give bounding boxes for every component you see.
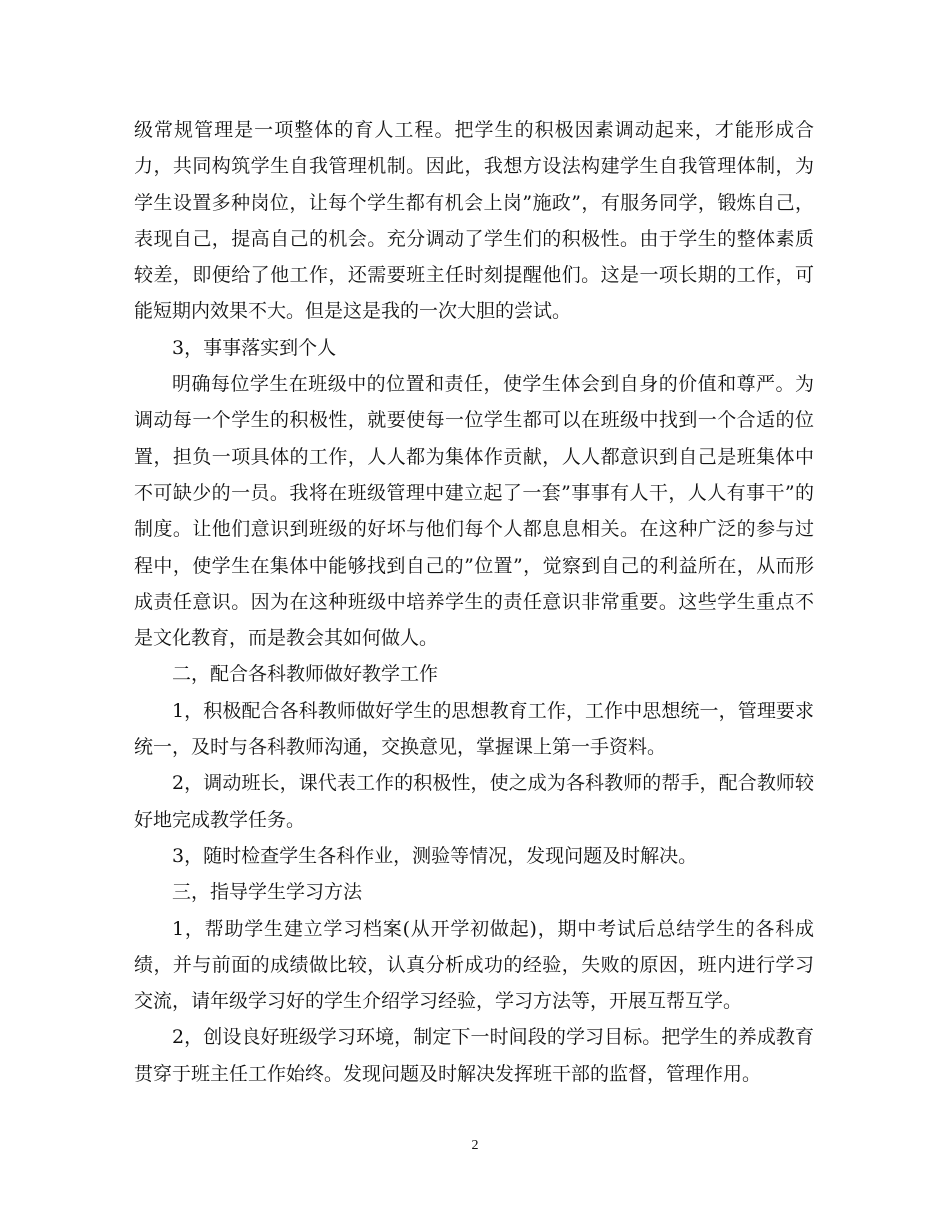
section-heading-2: 二，配合各科教师做好教学工作 [172,663,439,686]
list-item-4: 1，帮助学生建立学习档案(从开学初做起)，期中考试后总结学生的各科成绩，并与前面的成绩做比较，认真分析成功的经验，失败的原因，班内进行学习交流，请年级学习好的学生介绍学习经验，学习方法等，开展互帮互学。 [134,917,814,1013]
list-item-5: 2，创设良好班级学习环境，制定下一时间段的学习目标。把学生的养成教育贯穿于班主任工作始终。发现问题及时解决发挥班干部的监督，管理作用。 [134,1026,814,1085]
heading-item-3: 3，事事落实到个人 [172,336,337,359]
document-body [134,112,814,1092]
page-number: 2 [471,1138,479,1153]
paragraph-2: 明确每位学生在班级中的位置和责任，使学生体会到自身的价值和尊严。为调动每一个学生的积极性，就要使每一位学生都可以在班级中找到一个合适的位置，担负一项具体的工作，人人都为集体作贡献，人人都意识到自己是班集体中不可缺少的一员。我将在班级管理中建立起了一套”事事有人干，人人有事干”的制度。让他们意识到班级的好坏与他们每个人都息息相关。在这种广泛的参与过程中，使学生在集体中能够找到自己的”位置”，觉察到自己的利益所在，从而形成责任意识。因为在这种班级中培养学生的责任意识非常重要。这些学生重点不是文化教育，而是教会其如何做人。 [134,373,814,650]
section-heading-3: 三，指导学生学习方法 [172,881,363,904]
list-item-3: 3，随时检查学生各科作业，测验等情况，发现问题及时解决。 [172,844,698,867]
list-item-2: 2，调动班长，课代表工作的积极性，使之成为各科教师的帮手，配合教师较好地完成教学任务。 [134,772,814,831]
paragraph-1: 级常规管理是一项整体的育人工程。把学生的积极因素调动起来，才能形成合力，共同构筑学生自我管理机制。因此，我想方设法构建学生自我管理体制，为学生设置多种岗位，让每个学生都有机会上岗”施政”，有服务同学，锻炼自己，表现自己，提高自己的机会。充分调动了学生们的积极性。由于学生的整体素质较差，即便给了他工作，还需要班主任时刻提醒他们。这是一项长期的工作，可能短期内效果不大。但是这是我的一次大胆的尝试。 [134,119,814,323]
list-item-1: 1，积极配合各科教师做好学生的思想教育工作，工作中思想统一，管理要求统一，及时与各科教师沟通，交换意见，掌握课上第一手资料。 [134,699,814,759]
